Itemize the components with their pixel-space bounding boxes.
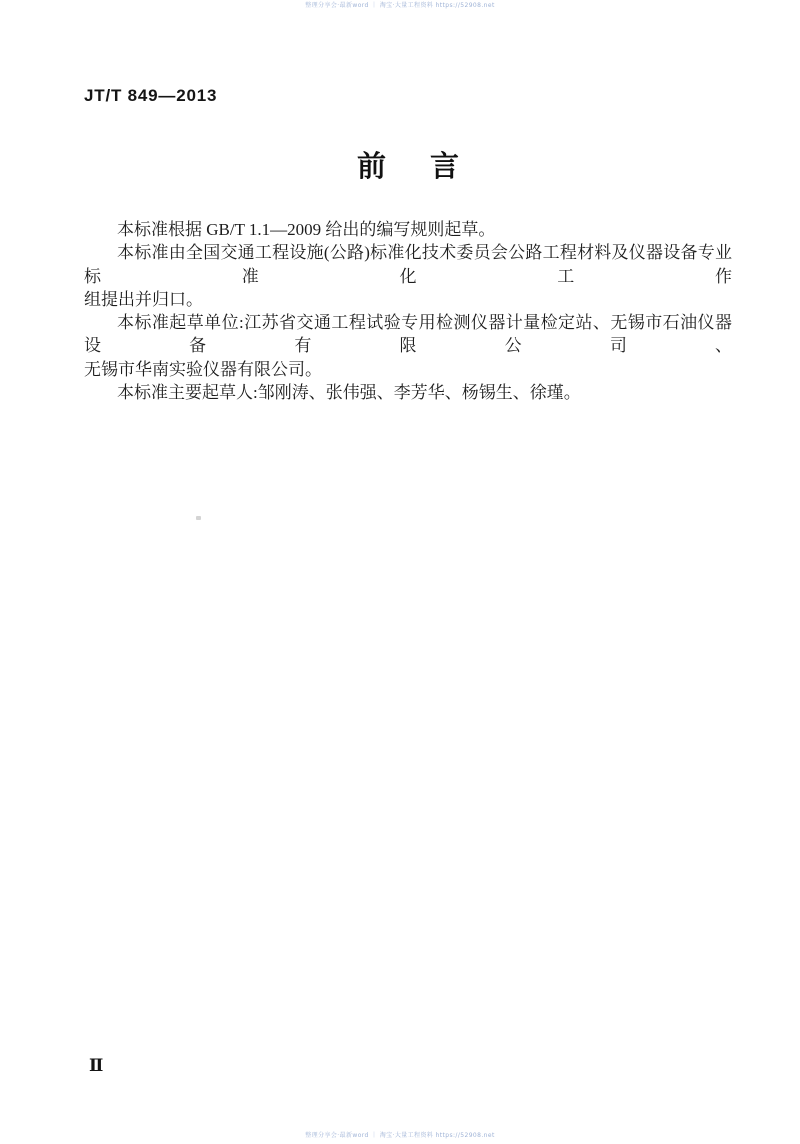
foreword-title xyxy=(84,150,732,184)
foreword-line: 组提出并归口。 xyxy=(84,289,203,309)
page-number: Ⅱ xyxy=(89,1056,104,1075)
foreword-body xyxy=(84,218,732,404)
foreword-title-text: 前言 xyxy=(356,151,503,183)
foreword-line: 本标准根据 GB/T 1.1—2009 给出的编写规则起草。 xyxy=(117,220,496,239)
foreword-line: 无锡市华南实验仪器有限公司。 xyxy=(84,359,322,379)
foreword-line: 本标准由全国交通工程设施(公路)标准化技术委员会公路工程材料及仪器设备专业标准化工作 xyxy=(84,243,732,286)
scan-artifact-speck xyxy=(196,516,201,520)
foreword-line: 本标准起草单位:江苏省交通工程试验专用检测仪器计量检定站、无锡市石油仪器设备有限公司、 xyxy=(84,313,732,356)
standard-code: JT/T 849—2013 xyxy=(84,86,218,105)
foreword-line: 本标准主要起草人:邹刚涛、张伟强、李芳华、杨锡生、徐瑾。 xyxy=(117,383,581,403)
watermark-top: 整理分享会·最新word ｜ 淘宝·大量工程资料 https://52908.net xyxy=(305,2,495,9)
watermark-bottom: 整理分享会·最新word ｜ 淘宝·大量工程资料 https://52908.net xyxy=(305,1132,495,1139)
